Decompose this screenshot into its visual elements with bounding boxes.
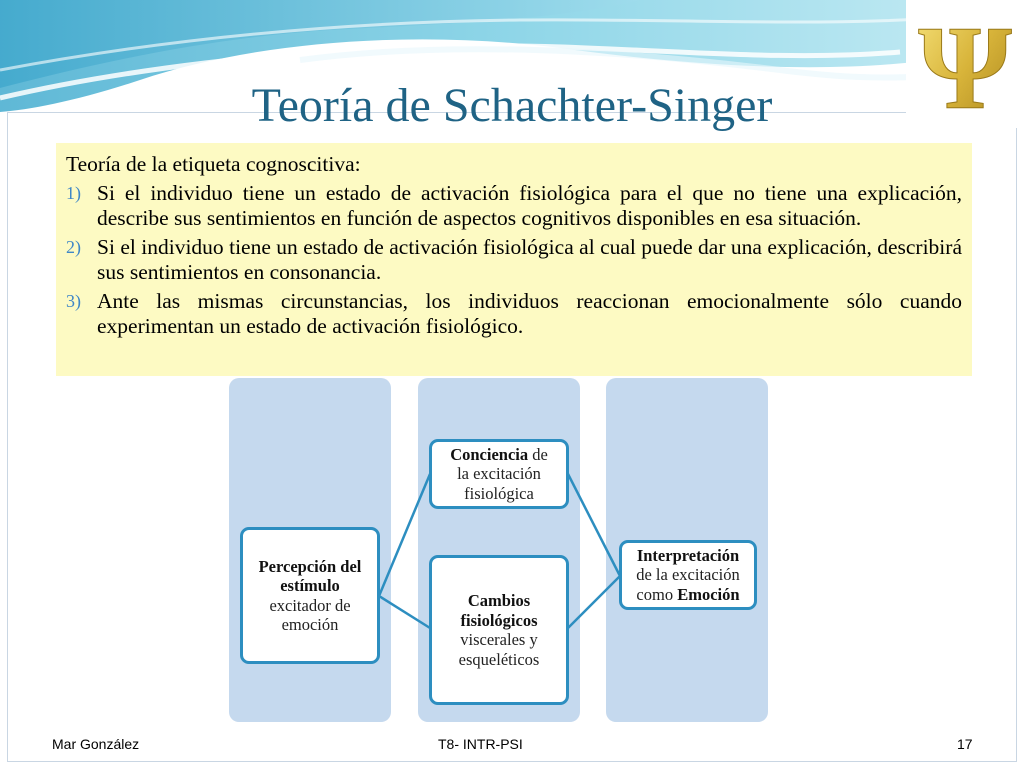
box-perception	[240, 527, 380, 664]
box-changes-bold: Cambios fisiológicos	[460, 591, 538, 630]
theory-intro: Teoría de la etiqueta cognoscitiva:	[66, 152, 361, 176]
list-number: 2)	[66, 237, 81, 257]
list-item	[66, 235, 962, 284]
box-interpretation	[619, 540, 757, 610]
page-title: Teoría de Schachter-Singer	[251, 79, 773, 132]
footer-author: Mar González	[52, 736, 140, 752]
box-interpretation-bold-end: Emoción	[677, 584, 740, 604]
theory-textbox	[56, 143, 972, 376]
box-awareness-bold: Conciencia	[450, 444, 529, 464]
box-awareness-suffix: de	[528, 444, 548, 464]
footer-page-number: 17	[957, 736, 973, 752]
box-interpretation-bold: Interpretación	[636, 545, 740, 565]
box-changes	[429, 555, 569, 705]
box-interpretation-last-line: como Emoción	[636, 584, 740, 604]
list-text: Si el individuo tiene un estado de activación fisiológica para el que no tiene una explicación, describe sus sentimientos en función de aspectos cognitivos disponibles en esa situación.	[97, 181, 962, 230]
list-number: 1)	[66, 183, 81, 203]
box-awareness-text: la excitación fisiológica	[457, 464, 541, 503]
list-number: 3)	[66, 291, 81, 311]
box-awareness	[429, 439, 569, 509]
footer-course: T8- INTR-PSI	[438, 736, 523, 752]
box-interpretation-text: de la excitación	[636, 565, 740, 585]
list-text: Si el individuo tiene un estado de activación fisiológica al cual puede dar una explicación, describirá sus sentimientos en consonancia.	[97, 235, 962, 284]
list-text: Ante las mismas circunstancias, los individuos reaccionan emocionalmente sólo cuando experimentan un estado de activación fisiológico.	[97, 289, 962, 338]
list-item	[66, 181, 962, 230]
box-changes-text: viscerales y esqueléticos	[458, 630, 540, 669]
list-item	[66, 289, 962, 338]
box-perception-text: excitador de emoción	[269, 595, 351, 634]
box-perception-bold: Percepción del estímulo	[258, 556, 362, 595]
svg-text:Ψ: Ψ	[918, 1, 1012, 128]
